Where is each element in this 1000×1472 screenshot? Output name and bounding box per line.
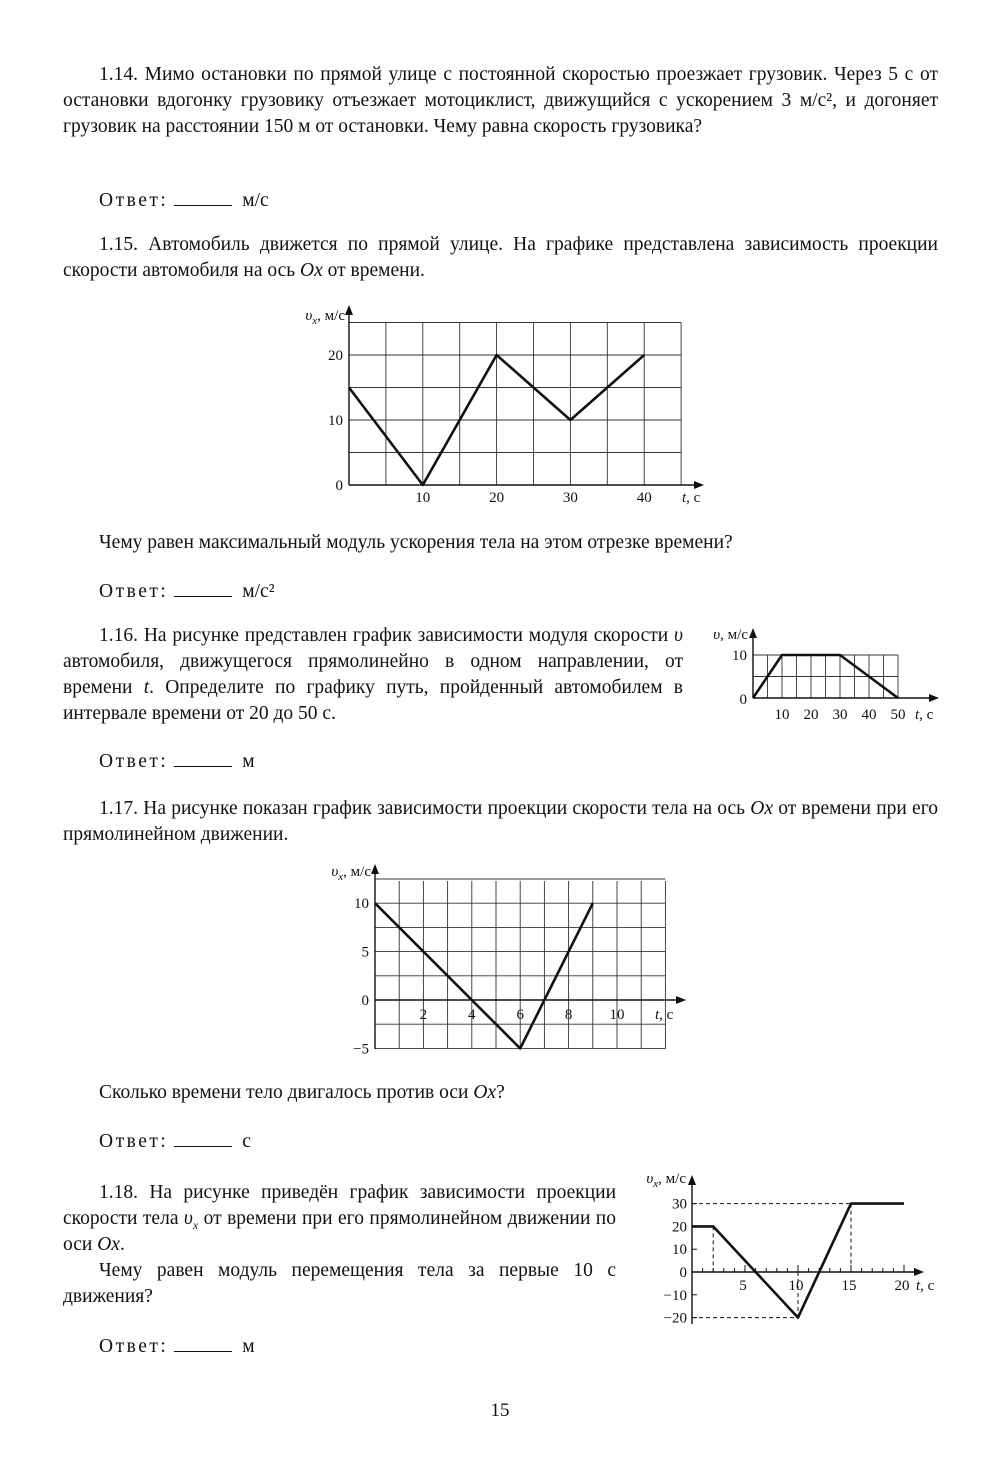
var-v: υ bbox=[674, 625, 683, 646]
x-tick-label: 2 bbox=[419, 1007, 428, 1023]
x-tick-label: 6 bbox=[516, 1007, 524, 1023]
y-tick-label: 0 bbox=[335, 478, 343, 494]
x-tick-label: 30 bbox=[832, 707, 848, 723]
axis-ox: Ox bbox=[473, 1082, 497, 1103]
x-tick-label: 50 bbox=[890, 707, 906, 723]
grid bbox=[349, 323, 681, 486]
problem-115-text bbox=[63, 232, 938, 284]
problem-118-text bbox=[63, 1180, 616, 1258]
answer-114 bbox=[99, 187, 269, 214]
problem-116-body-a: 1.16. На рисунке представлен график зависимости модуля скорости bbox=[99, 625, 675, 646]
y-tick-label: 10 bbox=[328, 413, 343, 429]
answer-label: Ответ: bbox=[99, 581, 169, 602]
y-axis-label: υ, м/с bbox=[713, 627, 748, 643]
answer-blank[interactable] bbox=[174, 1333, 232, 1352]
y-axis-arrow bbox=[749, 628, 757, 638]
y-axis-arrow bbox=[345, 305, 353, 315]
series-line bbox=[349, 355, 644, 485]
page-number: 15 bbox=[490, 1400, 510, 1421]
y-axis-arrow bbox=[371, 864, 379, 874]
answer-unit: м/с bbox=[242, 190, 269, 211]
problem-117-question-b: ? bbox=[496, 1082, 505, 1103]
y-tick-label: 0 bbox=[361, 993, 369, 1009]
y-axis-label: $\upsilon_x$, м/с bbox=[331, 864, 371, 883]
axis-ox: Ox bbox=[750, 798, 774, 819]
x-tick-label: 20 bbox=[894, 1278, 910, 1294]
x-tick-label: 20 bbox=[803, 707, 819, 723]
answer-blank[interactable] bbox=[174, 748, 232, 767]
problem-114-body: 1.14. Мимо остановки по прямой улице с постоянной скоростью проезжает грузовик. Через 5 с от остановки вдогонку грузовику отъезжает мотоциклист, движущийся с ускорением 3 м/с², и догоняет грузовик на расстоянии 150 м от остановки. Чему равна скорость грузовика? bbox=[63, 64, 938, 137]
series-line bbox=[753, 655, 898, 698]
answer-blank[interactable] bbox=[174, 187, 232, 206]
x-axis-arrow bbox=[914, 1268, 924, 1276]
y-tick-label: 10 bbox=[354, 896, 369, 913]
problem-116-body-b: автомобиля, движущегося прямолинейно в одном направлении, от времени bbox=[63, 651, 683, 698]
y-axis-label: $\upsilon_x$, м/с bbox=[305, 308, 345, 327]
problem-118-body-c: . bbox=[119, 1234, 125, 1255]
var-vx-sub: x bbox=[192, 1217, 199, 1232]
series-line bbox=[692, 1204, 904, 1318]
answer-unit: м bbox=[242, 751, 255, 772]
x-tick-label: 10 bbox=[415, 490, 431, 506]
answer-115 bbox=[99, 578, 275, 605]
y-tick-label: −20 bbox=[663, 1310, 687, 1327]
y-tick-label: 0 bbox=[679, 1265, 687, 1281]
y-tick-label: 0 bbox=[739, 692, 747, 708]
problem-117-question bbox=[99, 1080, 939, 1106]
problem-117-body-a: 1.17. На рисунке показан график зависимости проекции скорости тела на ось bbox=[99, 798, 751, 819]
series-line bbox=[375, 903, 593, 1048]
x-tick-label: 4 bbox=[468, 1007, 476, 1023]
answer-blank[interactable] bbox=[174, 578, 232, 597]
x-axis-arrow bbox=[676, 996, 686, 1004]
answer-unit: м/с² bbox=[242, 581, 275, 602]
x-axis-arrow bbox=[694, 481, 704, 489]
x-tick-label: 10 bbox=[788, 1278, 804, 1294]
answer-blank[interactable] bbox=[174, 1128, 232, 1147]
var-vx: υ bbox=[183, 1208, 193, 1229]
problem-117-body-b: от времени при его прямолинейном движении. bbox=[63, 798, 938, 845]
x-tick-label: 40 bbox=[861, 707, 877, 723]
x-axis-label: t, с bbox=[915, 707, 934, 723]
problem-115-question: Чему равен максимальный модуль ускорения тела на этом отрезке времени? bbox=[99, 532, 733, 553]
problem-118-question: Чему равен модуль перемещения тела за первые 10 с движения? bbox=[63, 1260, 616, 1307]
problem-118-body-a: 1.18. На рисунке приведён график зависимости проекции скорости тела bbox=[63, 1182, 616, 1229]
y-tick-label: 5 bbox=[361, 944, 369, 961]
y-tick-label: −10 bbox=[663, 1287, 687, 1304]
x-axis-label: t, с bbox=[655, 1007, 674, 1023]
y-tick-label: 10 bbox=[672, 1242, 687, 1259]
answer-label: Ответ: bbox=[99, 1131, 169, 1152]
problem-115-body-a: 1.15. Автомобиль движется по прямой улице. На графике представлена зависимость проекции скорости автомобиля на ось bbox=[63, 234, 938, 281]
answer-116 bbox=[99, 748, 255, 775]
y-tick-label: −5 bbox=[353, 1041, 369, 1058]
problem-117-question-a: Сколько времени тело двигалось против оси bbox=[99, 1082, 474, 1103]
grid bbox=[375, 879, 665, 1049]
problem-116-text bbox=[63, 623, 683, 727]
x-axis-label: t, с bbox=[916, 1278, 935, 1294]
problem-116-body-c: . Определите по графику путь, пройденный автомобилем в интервале времени от 20 до 50 с. bbox=[63, 677, 683, 724]
y-tick-label: 10 bbox=[732, 648, 747, 664]
y-tick-label: 20 bbox=[328, 348, 343, 364]
axis-ox: Ox bbox=[97, 1234, 120, 1255]
problem-114-text bbox=[63, 62, 938, 140]
x-tick-label: 10 bbox=[609, 1007, 625, 1023]
answer-unit: с bbox=[242, 1131, 251, 1152]
x-axis-arrow bbox=[929, 694, 939, 702]
x-tick-label: 40 bbox=[636, 490, 652, 506]
x-tick-label: 30 bbox=[562, 490, 578, 506]
y-tick-label: 20 bbox=[672, 1219, 687, 1236]
answer-label: Ответ: bbox=[99, 190, 169, 211]
answer-label: Ответ: bbox=[99, 1336, 169, 1357]
problem-117-text bbox=[63, 796, 938, 848]
answer-118 bbox=[99, 1333, 255, 1360]
x-axis-label: t, с bbox=[682, 490, 701, 506]
y-axis-label: $\upsilon_x$, м/с bbox=[646, 1171, 686, 1190]
problem-118-body-b: от времени при его прямолинейном движении по оси bbox=[63, 1208, 616, 1255]
answer-label: Ответ: bbox=[99, 751, 169, 772]
x-tick-label: 20 bbox=[489, 490, 505, 506]
x-tick-label: 5 bbox=[739, 1278, 747, 1294]
grid bbox=[753, 655, 898, 698]
x-tick-label: 8 bbox=[564, 1007, 573, 1023]
answer-117 bbox=[99, 1128, 251, 1155]
y-axis-arrow bbox=[688, 1175, 696, 1185]
axis-ox: Ox bbox=[300, 260, 323, 281]
x-tick-label: 15 bbox=[841, 1278, 857, 1294]
answer-unit: м bbox=[242, 1336, 255, 1357]
x-tick-label: 10 bbox=[774, 707, 790, 723]
var-t: t bbox=[143, 677, 150, 698]
y-tick-label: 30 bbox=[672, 1196, 687, 1213]
problem-115-body-b: от времени. bbox=[322, 260, 425, 281]
